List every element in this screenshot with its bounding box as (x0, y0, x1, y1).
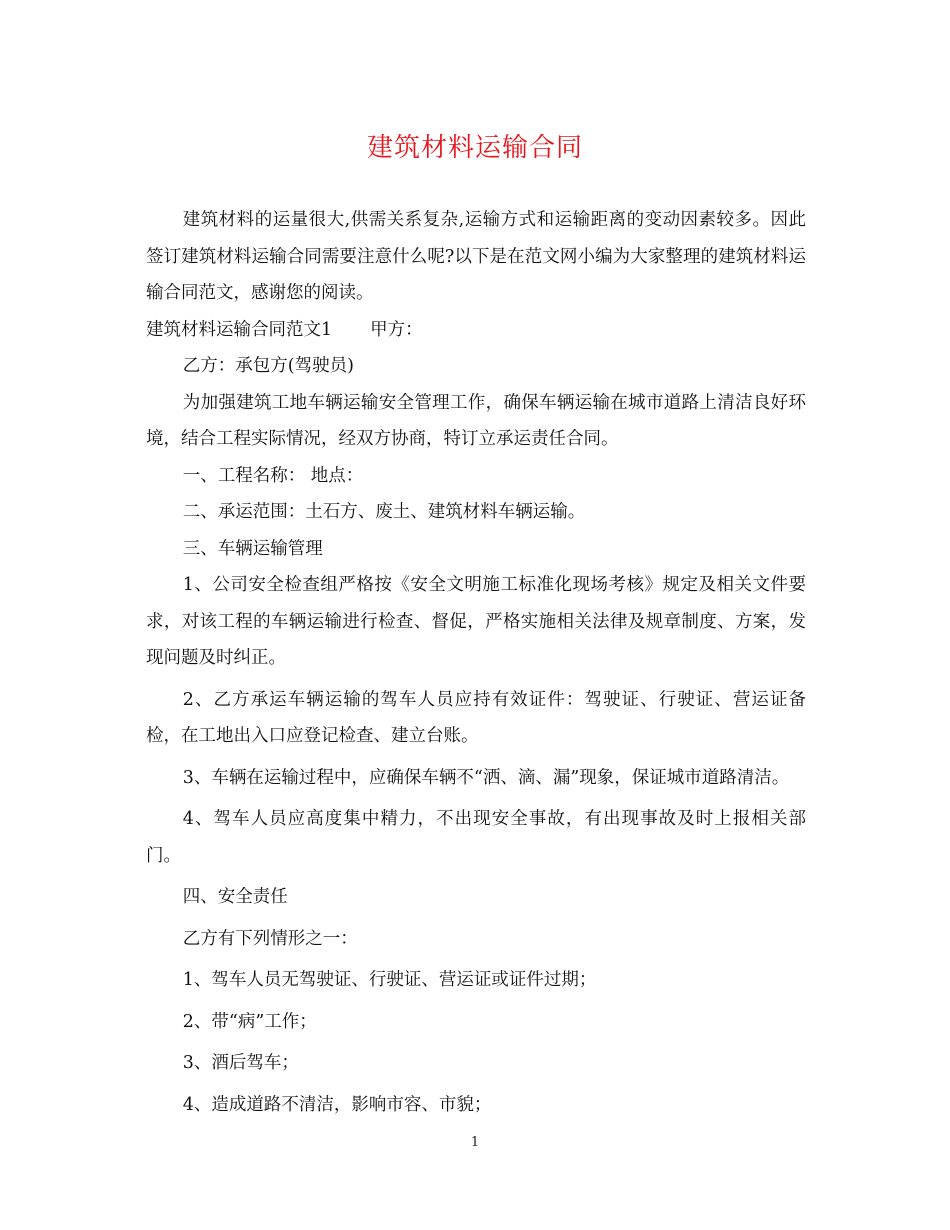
sample-heading-line (146, 312, 806, 349)
case-1: 1、驾车人员无驾驶证、行驶证、营运证或证件过期； (182, 970, 597, 990)
section-safety-responsibility: 四、安全责任 (182, 887, 288, 907)
page-number: 1 (470, 1135, 480, 1150)
case-2: 2、带“病”工作； (182, 1011, 317, 1032)
case-3: 3、酒后驾车； (182, 1053, 299, 1073)
project-name-line: 一、工程名称： 地点： (182, 465, 364, 486)
purpose-paragraph: 为加强建筑工地车辆运输安全管理工作，确保车辆运输在城市道路上清洁良好环境，结合工程实际情况，经双方协商，特订立承运责任合同。 (146, 392, 806, 449)
intro-paragraph: 建筑材料的运量很大,供需关系复杂,运输方式和运输距离的变动因素较多。因此签订建筑材料运输合同需要注意什么呢?以下是在范文网小编为大家整理的建筑材料运输合同范文，感谢您的阅读。 (146, 210, 806, 303)
party-a-label: 甲方： (370, 319, 423, 340)
party-b-line: 乙方：承包方(驾驶员) (182, 356, 354, 376)
document-body (146, 202, 806, 1123)
sample-title: 建筑材料运输合同范文1 (146, 319, 333, 340)
rule-4: 4、驾车人员应高度集中精力，不出现安全事故，有出现事故及时上报相关部门。 (146, 809, 806, 866)
scope-line: 二、承运范围：土石方、废土、建筑材料车辆运输。 (182, 502, 586, 522)
rule-1: 1、公司安全检查组严格按《安全文明施工标准化现场考核》规定及相关文件要求，对该工程的车辆运输进行检查、督促，严格实施相关法律及规章制度、方案，发现问题及时纠正。 (146, 575, 806, 668)
case-4: 4、造成道路不清洁，影响市容、市貌； (182, 1094, 492, 1115)
section-vehicle-management: 三、车辆运输管理 (182, 538, 323, 559)
rule-2: 2、乙方承运车辆运输的驾车人员应持有效证件：驾驶证、行驶证、营运证备检，在工地出入口应登记检查、建立台账。 (146, 689, 806, 746)
rule-3: 3、车辆在运输过程中，应确保车辆不“洒、滴、漏”现象，保证城市道路清洁。 (182, 767, 790, 788)
cases-intro: 乙方有下列情形之一： (182, 928, 358, 949)
document-title: 建筑材料运输合同 (366, 133, 583, 163)
